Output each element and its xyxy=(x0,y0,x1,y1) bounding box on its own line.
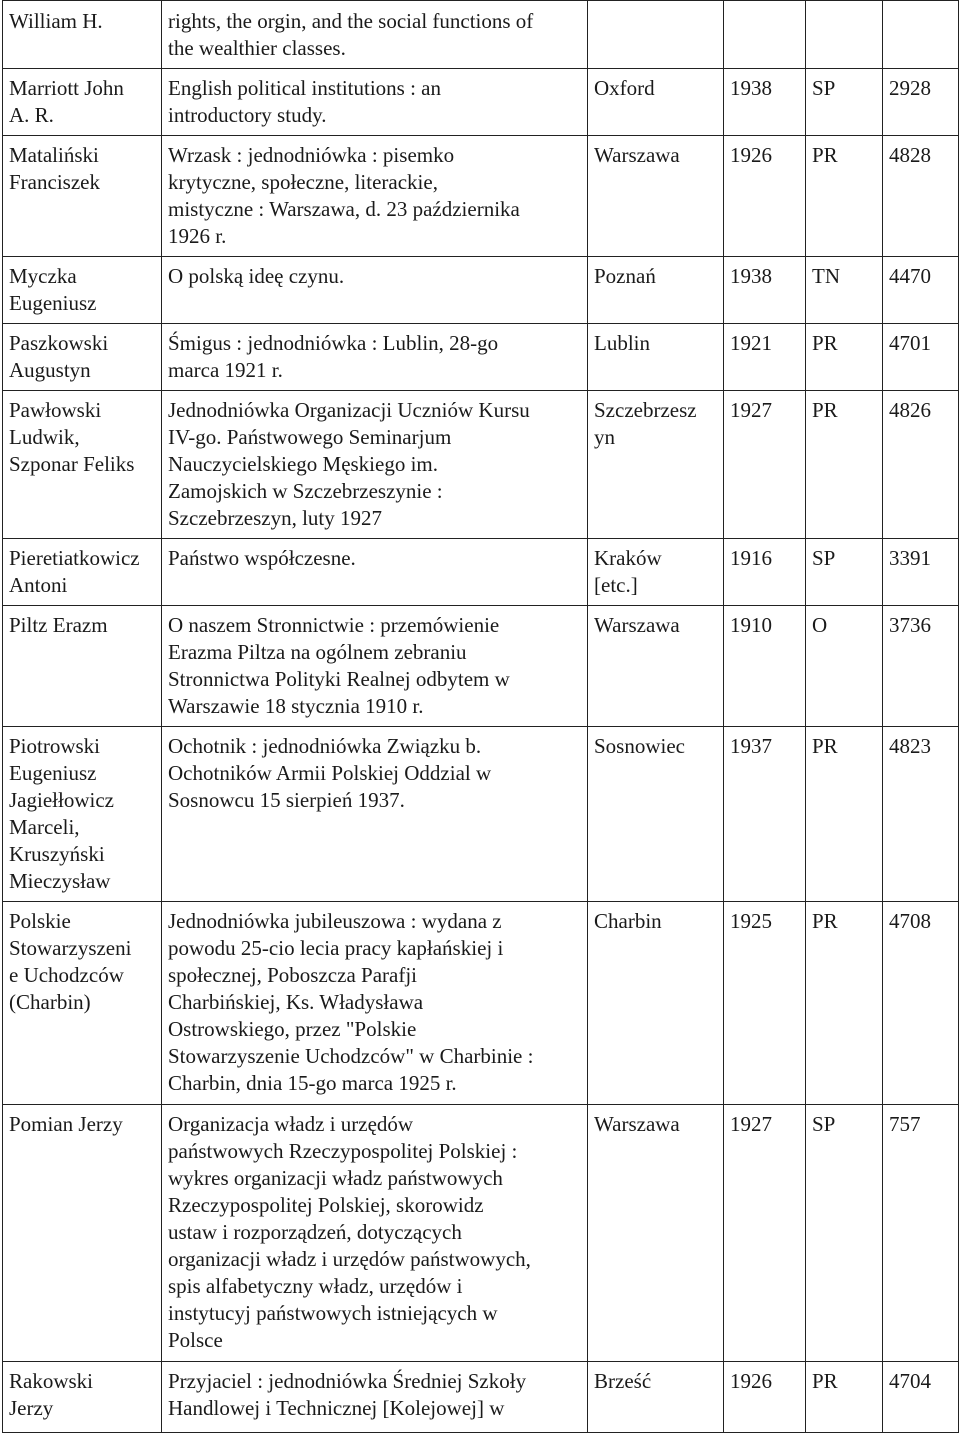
place-cell: Lublin xyxy=(588,324,724,391)
place-cell: Kraków [etc.] xyxy=(588,539,724,606)
place-cell: Warszawa xyxy=(588,136,724,257)
number-cell: 4704 xyxy=(883,1362,959,1433)
place-cell: Charbin xyxy=(588,902,724,1105)
title-cell: Ochotnik : jednodniówka Związku b. Ochotników Armii Polskiej Oddzial w Sosnowcu 15 sierpień 1937. xyxy=(162,727,588,902)
table-row xyxy=(3,539,959,606)
author-cell: Paszkowski Augustyn xyxy=(3,324,162,391)
title-cell: Jednodniówka Organizacji Uczniów Kursu IV-go. Państwowego Seminarjum Nauczycielskiego Męskiego im. Zamojskich w Szczebrzeszynie : Szczebrzeszyn, luty 1927 xyxy=(162,391,588,539)
number-cell: 4823 xyxy=(883,727,959,902)
author-cell: Pieretiatkowicz Antoni xyxy=(3,539,162,606)
author-cell: Pawłowski Ludwik, Szponar Feliks xyxy=(3,391,162,539)
author-cell: Rakowski Jerzy xyxy=(3,1362,162,1433)
number-cell xyxy=(883,1,959,69)
number-cell: 757 xyxy=(883,1105,959,1362)
table-row xyxy=(3,606,959,727)
title-cell: Państwo współczesne. xyxy=(162,539,588,606)
catalog-table xyxy=(2,0,959,1433)
author-cell: Myczka Eugeniusz xyxy=(3,257,162,324)
type-cell xyxy=(806,1,883,69)
number-cell: 3391 xyxy=(883,539,959,606)
author-cell: Piltz Erazm xyxy=(3,606,162,727)
title-cell: Śmigus : jednodniówka : Lublin, 28-go marca 1921 r. xyxy=(162,324,588,391)
number-cell: 4701 xyxy=(883,324,959,391)
place-cell: Oxford xyxy=(588,69,724,136)
number-cell: 4828 xyxy=(883,136,959,257)
table-row xyxy=(3,1,959,69)
year-cell: 1925 xyxy=(724,902,806,1105)
type-cell: PR xyxy=(806,391,883,539)
year-cell: 1938 xyxy=(724,257,806,324)
table-row xyxy=(3,136,959,257)
title-cell: O naszem Stronnictwie : przemówienie Erazma Piltza na ogólnem zebraniu Stronnictwa Polityki Realnej odbytem w Warszawie 18 stycznia 1910 r. xyxy=(162,606,588,727)
title-cell: English political institutions : an introductory study. xyxy=(162,69,588,136)
type-cell: TN xyxy=(806,257,883,324)
number-cell: 4826 xyxy=(883,391,959,539)
year-cell: 1927 xyxy=(724,391,806,539)
type-cell: SP xyxy=(806,539,883,606)
place-cell: Warszawa xyxy=(588,1105,724,1362)
place-cell: Szczebrzesz yn xyxy=(588,391,724,539)
place-cell: Poznań xyxy=(588,257,724,324)
author-cell: Marriott John A. R. xyxy=(3,69,162,136)
year-cell: 1937 xyxy=(724,727,806,902)
type-cell: PR xyxy=(806,136,883,257)
place-cell: Sosnowiec xyxy=(588,727,724,902)
table-row xyxy=(3,391,959,539)
year-cell: 1926 xyxy=(724,136,806,257)
type-cell: PR xyxy=(806,324,883,391)
title-cell: rights, the orgin, and the social functions of the wealthier classes. xyxy=(162,1,588,69)
author-cell: Polskie Stowarzyszeni e Uchodzców (Charbin) xyxy=(3,902,162,1105)
year-cell: 1938 xyxy=(724,69,806,136)
title-cell: Jednodniówka jubileuszowa : wydana z powodu 25-cio lecia pracy kapłańskiej i społecznej, Poboszcza Parafji Charbińskiej, Ks. Władysława Ostrowskiego, przez "Polskie Stowarzyszenie Uchodzców" w Charbinie : Charbin, dnia 15-go marca 1925 r. xyxy=(162,902,588,1105)
number-cell: 3736 xyxy=(883,606,959,727)
title-cell: Organizacja władz i urzędów państwowych Rzeczypospolitej Polskiej : wykres organizacji władz państwowych Rzeczypospolitej Polskiej, skorowidz ustaw i rozporządzeń, dotyczących organizacji władz i urzędów państwowych, spis alfabetyczny władz, urzędów i instytucyj państwowych istniejących w Polsce xyxy=(162,1105,588,1362)
type-cell: PR xyxy=(806,727,883,902)
table-row xyxy=(3,1105,959,1362)
author-cell: Pomian Jerzy xyxy=(3,1105,162,1362)
table-row xyxy=(3,1362,959,1433)
type-cell: SP xyxy=(806,1105,883,1362)
type-cell: PR xyxy=(806,1362,883,1433)
title-cell: O polską ideę czynu. xyxy=(162,257,588,324)
author-cell: Mataliński Franciszek xyxy=(3,136,162,257)
place-cell xyxy=(588,1,724,69)
title-cell: Wrzask : jednodniówka : pisemko krytyczne, społeczne, literackie, mistyczne : Warszawa, d. 23 października 1926 r. xyxy=(162,136,588,257)
type-cell: O xyxy=(806,606,883,727)
type-cell: SP xyxy=(806,69,883,136)
number-cell: 4470 xyxy=(883,257,959,324)
table-row xyxy=(3,727,959,902)
type-cell: PR xyxy=(806,902,883,1105)
year-cell: 1916 xyxy=(724,539,806,606)
place-cell: Brześć xyxy=(588,1362,724,1433)
year-cell: 1927 xyxy=(724,1105,806,1362)
author-cell: Piotrowski Eugeniusz Jagiełłowicz Marceli, Kruszyński Mieczysław xyxy=(3,727,162,902)
title-cell: Przyjaciel : jednodniówka Średniej Szkoły Handlowej i Technicznej [Kolejowej] w xyxy=(162,1362,588,1433)
year-cell xyxy=(724,1,806,69)
table-row xyxy=(3,69,959,136)
place-cell: Warszawa xyxy=(588,606,724,727)
year-cell: 1926 xyxy=(724,1362,806,1433)
table-row xyxy=(3,324,959,391)
catalog-table-container xyxy=(2,0,958,1433)
number-cell: 4708 xyxy=(883,902,959,1105)
year-cell: 1921 xyxy=(724,324,806,391)
year-cell: 1910 xyxy=(724,606,806,727)
table-row xyxy=(3,257,959,324)
author-cell: William H. xyxy=(3,1,162,69)
table-row xyxy=(3,902,959,1105)
number-cell: 2928 xyxy=(883,69,959,136)
